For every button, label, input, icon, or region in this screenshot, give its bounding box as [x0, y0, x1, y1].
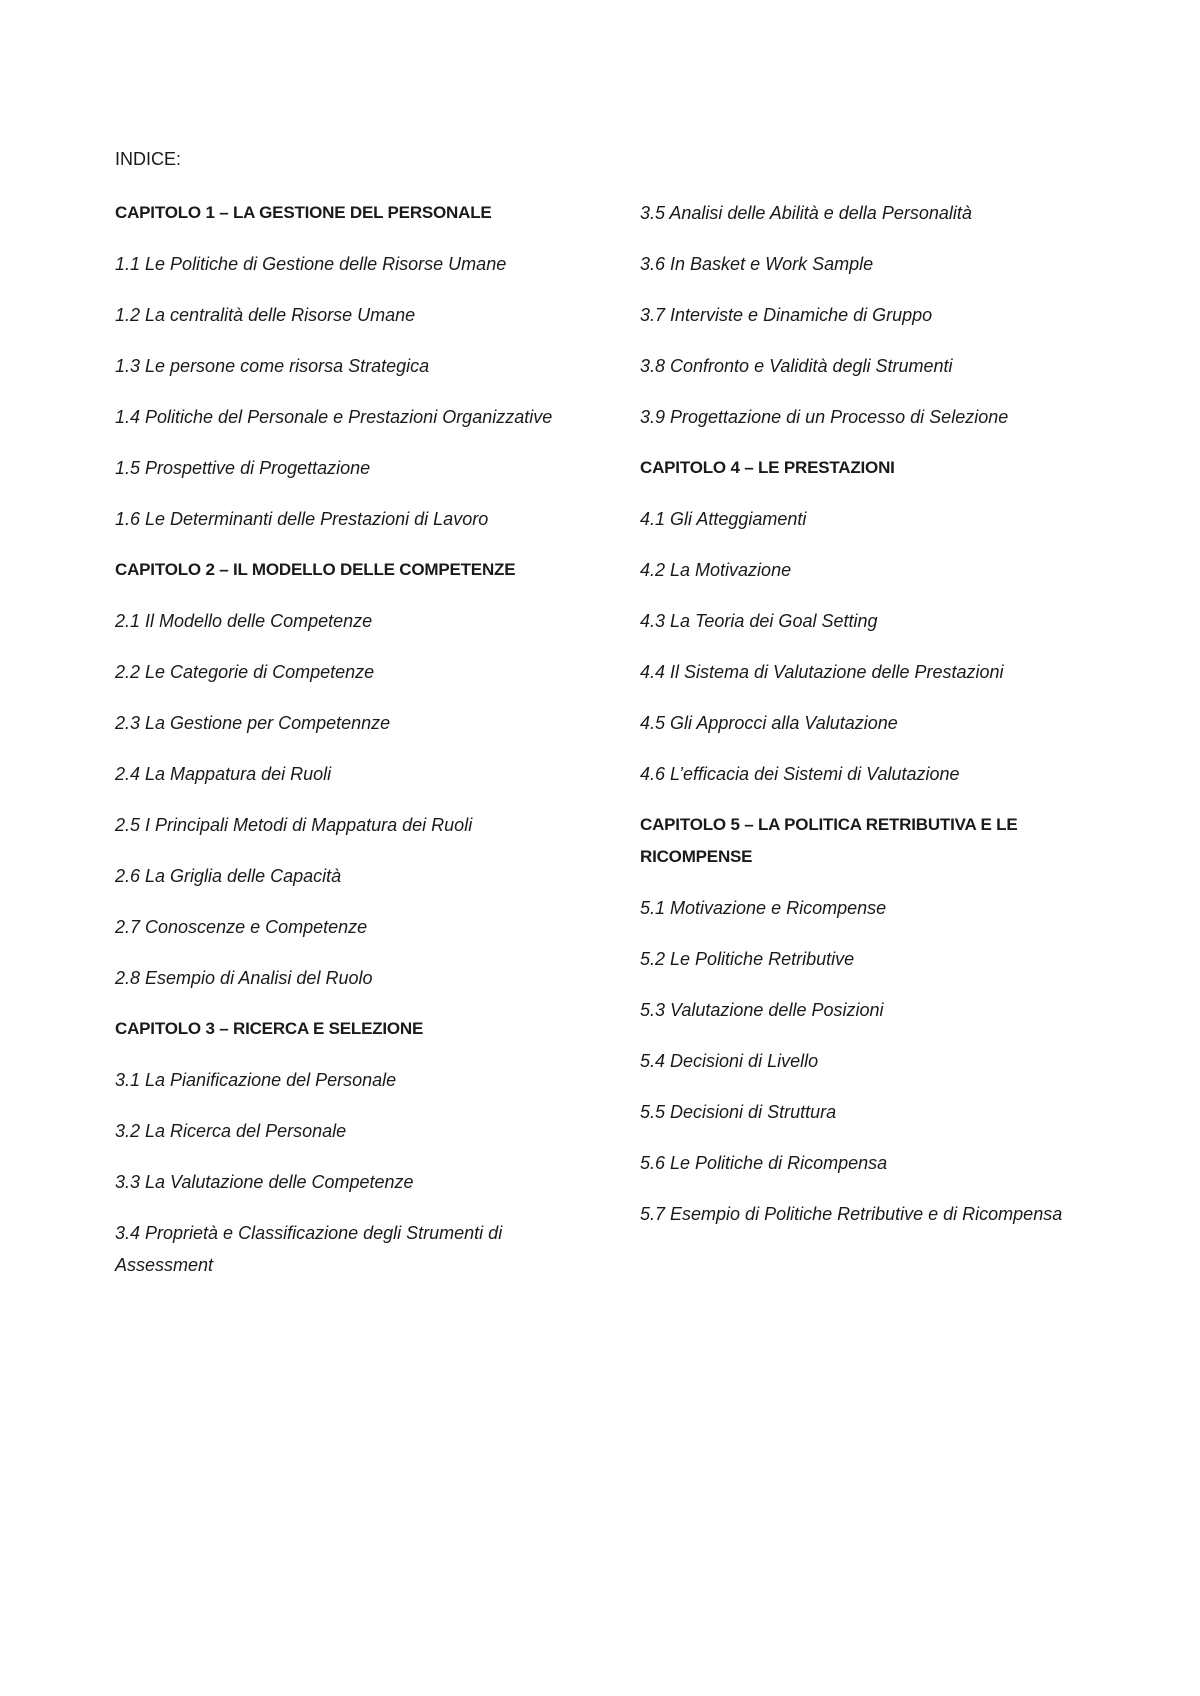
chapter-heading: CAPITOLO 4 – LE PRESTAZIONI: [640, 458, 895, 477]
toc-entry: 2.2 Le Categorie di Competenze: [115, 662, 375, 682]
toc-entry: 3.5 Analisi delle Abilità e della Personalità: [640, 203, 972, 223]
toc-entry: 5.7 Esempio di Politiche Retributive e di Ricompensa: [640, 1204, 1063, 1224]
chapter-heading: CAPITOLO 3 – RICERCA E SELEZIONE: [115, 1019, 424, 1038]
toc-entry: 4.5 Gli Approcci alla Valutazione: [640, 713, 898, 733]
chapter-heading: CAPITOLO 5 – LA POLITICA RETRIBUTIVA E LE RICOMPENSE: [640, 815, 1018, 866]
toc-entry: 2.6 La Griglia delle Capacità: [115, 866, 342, 886]
toc-right-column: [640, 197, 1110, 1249]
toc-entry: 3.1 La Pianificazione del Personale: [115, 1070, 397, 1090]
toc-entry: 2.8 Esempio di Analisi del Ruolo: [115, 968, 373, 988]
toc-entry: 5.4 Decisioni di Livello: [640, 1051, 819, 1071]
toc-left-column: [115, 197, 585, 1300]
toc-entry: 5.2 Le Politiche Retributive: [640, 949, 855, 969]
toc-entry: 2.1 Il Modello delle Competenze: [115, 611, 373, 631]
chapter-heading: CAPITOLO 2 – IL MODELLO DELLE COMPETENZE: [115, 560, 516, 579]
toc-entry: 5.1 Motivazione e Ricompense: [640, 898, 887, 918]
toc-entry: 1.1 Le Politiche di Gestione delle Risorse Umane: [115, 254, 507, 274]
toc-entry: 4.4 Il Sistema di Valutazione delle Prestazioni: [640, 662, 1004, 682]
toc-entry: 3.7 Interviste e Dinamiche di Gruppo: [640, 305, 933, 325]
toc-entry: 4.1 Gli Atteggiamenti: [640, 509, 807, 529]
toc-entry: 5.5 Decisioni di Struttura: [640, 1102, 837, 1122]
toc-entry: 1.2 La centralità delle Risorse Umane: [115, 305, 416, 325]
toc-entry: 3.4 Proprietà e Classificazione degli Strumenti di Assessment: [115, 1223, 503, 1275]
toc-entry: 3.9 Progettazione di un Processo di Selezione: [640, 407, 1009, 427]
toc-entry: 2.7 Conoscenze e Competenze: [115, 917, 368, 937]
toc-entry: 3.3 La Valutazione delle Competenze: [115, 1172, 414, 1192]
toc-entry: 2.5 I Principali Metodi di Mappatura dei Ruoli: [115, 815, 473, 835]
toc-entry: 5.3 Valutazione delle Posizioni: [640, 1000, 884, 1020]
toc-entry: 4.2 La Motivazione: [640, 560, 792, 580]
toc-entry: 1.3 Le persone come risorsa Strategica: [115, 356, 430, 376]
toc-entry: 1.5 Prospettive di Progettazione: [115, 458, 371, 478]
toc-entry: 4.6 L’efficacia dei Sistemi di Valutazione: [640, 764, 960, 784]
toc-entry: 4.3 La Teoria dei Goal Setting: [640, 611, 878, 631]
toc-entry: 3.8 Confronto e Validità degli Strumenti: [640, 356, 953, 376]
toc-entry: 3.2 La Ricerca del Personale: [115, 1121, 347, 1141]
page-title: INDICE:: [115, 149, 182, 169]
toc-entry: 2.4 La Mappatura dei Ruoli: [115, 764, 332, 784]
toc-entry: 2.3 La Gestione per Competennze: [115, 713, 391, 733]
toc-entry: 1.6 Le Determinanti delle Prestazioni di Lavoro: [115, 509, 489, 529]
toc-entry: 1.4 Politiche del Personale e Prestazioni Organizzative: [115, 407, 553, 427]
toc-entry: 3.6 In Basket e Work Sample: [640, 254, 874, 274]
toc-entry: 5.6 Le Politiche di Ricompensa: [640, 1153, 888, 1173]
chapter-heading: CAPITOLO 1 – LA GESTIONE DEL PERSONALE: [115, 203, 492, 222]
